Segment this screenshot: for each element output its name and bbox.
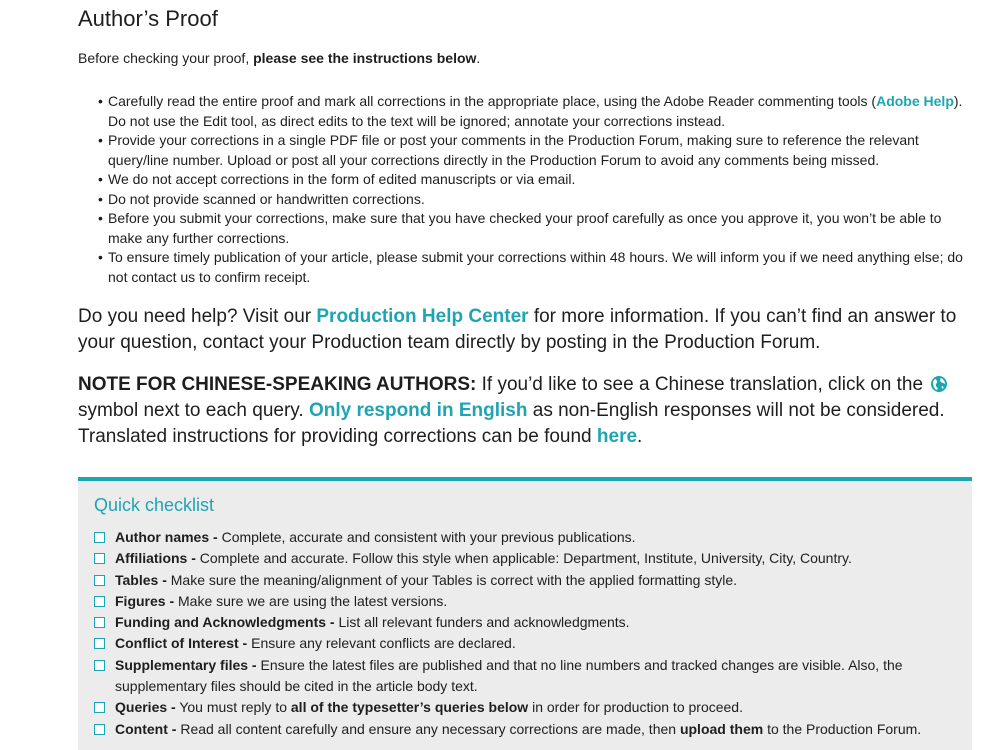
respond-in-english-link[interactable]: Only respond in English — [308, 400, 528, 421]
checkbox-icon[interactable] — [94, 596, 105, 607]
help-text: for more information. If you can’t find an answer to your question, contact your Production team directly by posting in the Production Forum. — [78, 306, 957, 353]
checklist-label: Content - — [115, 720, 177, 737]
instruction-item — [98, 92, 978, 131]
checkbox-icon[interactable] — [94, 553, 105, 564]
page-title: Author’s Proof — [78, 6, 218, 31]
adobe-help-link[interactable]: Adobe Help — [876, 93, 954, 109]
checklist-label: Tables - — [115, 571, 167, 588]
checklist-item — [94, 570, 964, 591]
intro-bold: please see the instructions below — [253, 50, 477, 66]
checklist-text: in order for production to proceed. — [528, 699, 743, 716]
checkbox-icon[interactable] — [94, 638, 105, 649]
checklist-label: Author names - — [115, 529, 218, 545]
checklist-text: Read all content carefully and ensure any necessary corrections are made, then — [176, 720, 680, 737]
instruction-text: Carefully read the entire proof and mark all corrections in the appropriate place, using the Adobe Reader commenting tools ( — [108, 93, 877, 109]
checklist-label: Funding and Acknowledgments - — [115, 614, 335, 631]
checklist-item — [94, 655, 964, 698]
instruction-item: • To ensure timely publication of your article, please submit your corrections within 48 hours. We will inform you if we need anything else; do not contact us to confirm receipt. — [98, 248, 978, 287]
checklist-item — [94, 612, 964, 633]
production-help-center-link[interactable]: Production Help Center — [316, 306, 529, 327]
checklist-label: Figures - — [115, 592, 175, 609]
checklist-title: Quick checklist — [94, 495, 215, 515]
checklist-item — [94, 633, 964, 654]
translated-instructions-link[interactable]: here — [596, 426, 638, 447]
checklist-item — [94, 591, 964, 612]
chinese-authors-note — [78, 372, 978, 450]
instruction-text: ). Do not use the Edit tool, as direct edits to the text will be ignored; annotate your corrections instead. — [108, 93, 963, 129]
note-text: as non-English responses will not be considered. Translated instructions for providing corrections can be found — [78, 400, 945, 447]
checklist-text: Ensure the latest files are published and that no line numbers and tracked changes are visible. Also, the supplementary files should be cited in the article body text. — [115, 656, 903, 695]
help-paragraph — [78, 304, 978, 356]
checkbox-icon[interactable] — [94, 575, 105, 586]
checklist-text: Complete, accurate and consistent with your previous publications. — [217, 529, 636, 545]
checklist-label: Supplementary files - — [115, 656, 257, 673]
checkbox-icon[interactable] — [94, 660, 105, 671]
checklist-label: Affiliations - — [115, 550, 196, 567]
instruction-item: • Provide your corrections in a single PDF file or post your comments in the Production Forum, making sure to reference the relevant query/line number. Upload or post all your corrections directly in the Production Forum to avoid any comments being missed. — [98, 131, 978, 170]
checklist-label: Conflict of Interest - — [115, 635, 248, 652]
note-text: . — [637, 426, 643, 447]
globe-icon — [930, 375, 948, 393]
checkbox-icon[interactable] — [94, 724, 105, 735]
checklist-text: Ensure any relevant conflicts are declared. — [247, 635, 516, 652]
intro-prefix: Before checking your proof, — [78, 50, 254, 66]
checkbox-icon[interactable] — [94, 532, 105, 543]
checkbox-icon[interactable] — [94, 617, 105, 628]
instruction-item: • Before you submit your corrections, make sure that you have checked your proof carefully as once you approve it, you won’t be able to make any further corrections. — [98, 209, 978, 248]
note-label: NOTE FOR CHINESE-SPEAKING AUTHORS: — [78, 374, 477, 395]
note-text: If you’d like to see a Chinese translation, click on the — [476, 374, 929, 395]
help-text: Do you need help? Visit our — [78, 306, 317, 327]
checklist-text: to the Production Forum. — [763, 720, 922, 737]
checklist-text: You must reply to — [175, 699, 291, 716]
checklist — [94, 527, 964, 740]
note-text: symbol next to each query. — [78, 400, 309, 421]
checklist-text: Make sure the meaning/alignment of your Tables is correct with the applied formatting style. — [166, 571, 738, 588]
checklist-bold-text: all of the typesetter’s queries below — [290, 699, 529, 716]
instruction-item: • Do not provide scanned or handwritten corrections. — [98, 190, 978, 210]
checkbox-icon[interactable] — [94, 702, 105, 713]
checklist-text: List all relevant funders and acknowledgments. — [334, 614, 630, 631]
intro-text — [78, 50, 480, 66]
intro-suffix: . — [476, 50, 481, 66]
checklist-text: Complete and accurate. Follow this style when applicable: Department, Institute, University, City, Country. — [195, 550, 852, 567]
checklist-item — [94, 527, 964, 548]
instruction-item: • We do not accept corrections in the form of edited manuscripts or via email. — [98, 170, 978, 190]
checklist-item — [94, 719, 964, 740]
checklist-item — [94, 697, 964, 718]
checklist-label: Queries - — [115, 699, 176, 716]
checklist-text: Make sure we are using the latest versions. — [174, 592, 448, 609]
quick-checklist-panel — [78, 477, 972, 750]
checklist-bold-text: upload them — [679, 720, 764, 737]
checklist-item — [94, 548, 964, 569]
instruction-list — [98, 92, 978, 287]
